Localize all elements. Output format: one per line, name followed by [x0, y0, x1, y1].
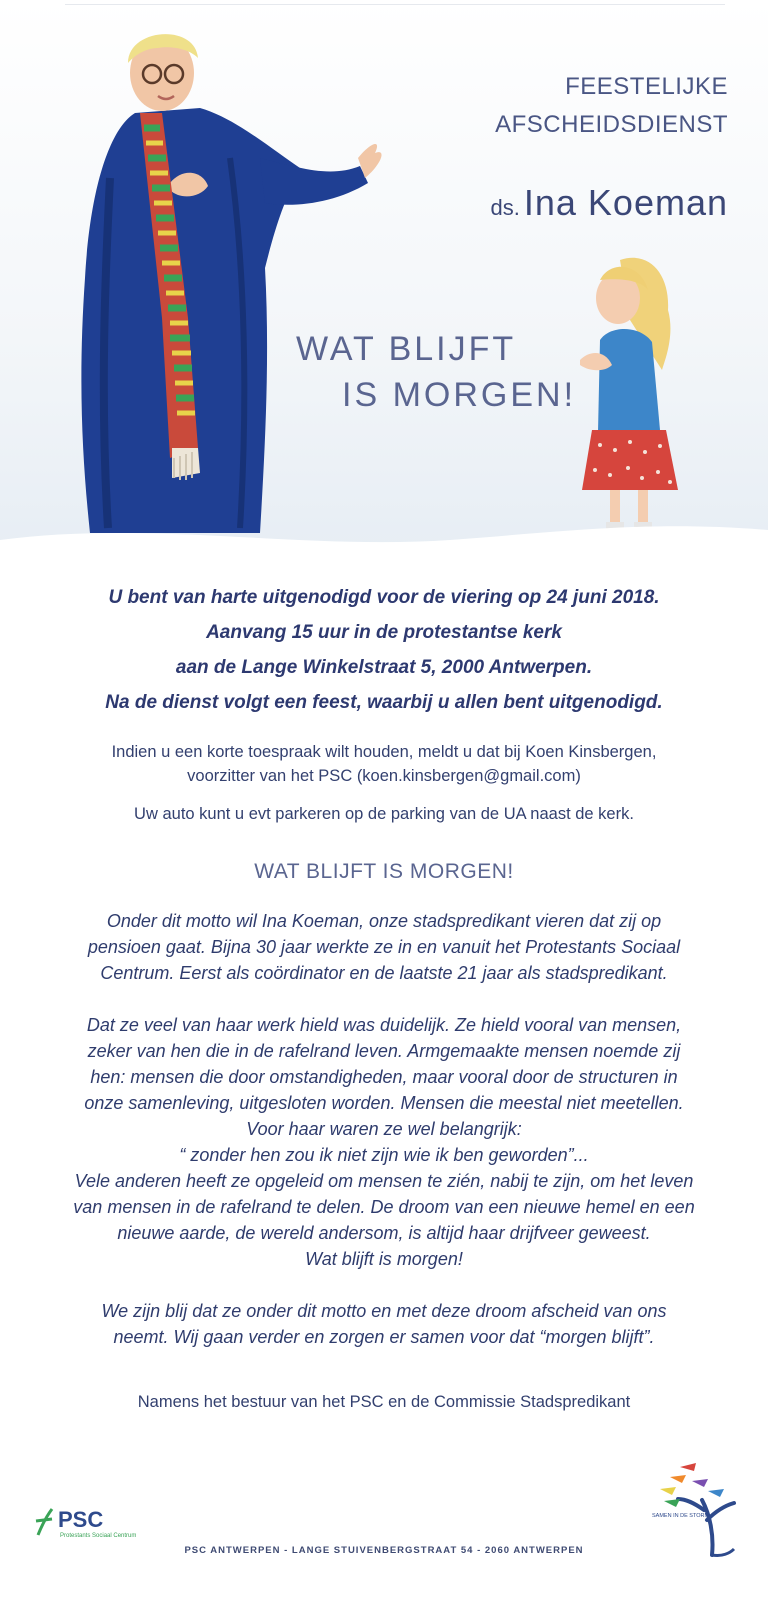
psc-logo [32, 1505, 142, 1546]
wave-divider [0, 500, 768, 565]
footer-address: PSC ANTWERPEN - LANGE STUIVENBERGSTRAAT 54 - 2060 ANTWERPEN [184, 1545, 584, 1556]
paragraph-line: Dat ze veel van haar werk hield was duidelijk. Ze hield vooral van mensen, [86, 1015, 682, 1035]
paragraph-line: “ zonder hen zou ik niet zijn wie ik ben geworden”... [179, 1145, 589, 1165]
paragraph-line: van mensen in de rafelrand te delen. De droom van een nieuwe hemel en een [73, 1197, 695, 1217]
invitation-line: aan de Lange Winkelstraat 5, 2000 Antwerpen. [175, 657, 593, 678]
name-text: Ina Koeman [523, 182, 728, 223]
speech-note-line: Indien u een korte toespraak wilt houden, meldt u dat bij Koen Kinsbergen, [111, 743, 657, 761]
paragraph-1 [0, 908, 768, 986]
motto-line1: WAT BLIJFT [296, 330, 517, 368]
motto-heading: WAT BLIJFT IS MORGEN! [254, 860, 514, 883]
invitation-content [0, 580, 768, 1414]
top-border-line [65, 4, 725, 5]
paragraph-line: We zijn blij dat ze onder dit motto en met deze droom afscheid van ons [101, 1301, 667, 1321]
parking-note: Uw auto kunt u evt parkeren op de parking van de UA naast de kerk. [134, 805, 634, 823]
speech-note-line: voorzitter van het PSC (koen.kinsbergen@gmail.com) [187, 767, 581, 785]
paragraph-line: Vele anderen heeft ze opgeleid om mensen te zién, nabij te zijn, om het leven [74, 1171, 694, 1191]
invitation-line: Na de dienst volgt een feest, waarbij u allen bent uitgenodigd. [105, 692, 663, 713]
motto-line2: IS MORGEN! [342, 376, 577, 414]
paragraph-line: neemt. Wij gaan verder en zorgen er samen voor dat “morgen blijft”. [113, 1327, 655, 1347]
event-title [495, 68, 728, 144]
hero-banner [0, 0, 768, 565]
minister-name [491, 182, 729, 224]
psc-logo-text: PSC [58, 1507, 104, 1532]
girl-illustration [570, 250, 690, 535]
speech-note [0, 740, 768, 788]
paragraph-line: zeker van hen die in de rafelrand leven. Armgemaakte mensen noemde zij [87, 1041, 681, 1061]
event-title-line2: AFSCHEIDSDIENST [495, 111, 728, 138]
paragraph-line: hen: mensen die door omstandigheden, maar vooral door de structuren in [90, 1067, 678, 1087]
invitation-line: U bent van harte uitgenodigd voor de viering op 24 juni 2018. [108, 587, 660, 608]
paragraph-line: pensioen gaat. Bijna 30 jaar werkte ze in en vanuit het Protestants Sociaal [87, 937, 681, 957]
paragraph-2 [0, 1012, 768, 1272]
paragraph-3 [0, 1298, 768, 1350]
minister-illustration [70, 18, 390, 538]
event-title-line1: FEESTELIJKE [565, 73, 728, 100]
paragraph-line: Centrum. Eerst als coördinator en de laatste 21 jaar als stadspredikant. [100, 963, 668, 983]
paragraph-line: nieuwe aarde, de wereld andersom, is altijd haar drijfveer geweest. [117, 1223, 651, 1243]
name-prefix: ds. [490, 195, 520, 220]
paragraph-line: Onder dit motto wil Ina Koeman, onze stadspredikant vieren dat zij op [106, 911, 662, 931]
storm-logo-text: SAMEN IN DE STORM [652, 1513, 710, 1519]
signature: Namens het bestuur van het PSC en de Commissie Stadspredikant [137, 1393, 631, 1411]
paragraph-line: Wat blijft is morgen! [305, 1249, 463, 1269]
invitation-block [0, 580, 768, 720]
psc-logo-subtext: Protestants Sociaal Centrum [60, 1533, 137, 1539]
paragraph-line: onze samenleving, uitgesloten worden. Mensen die meestal niet meetellen. [84, 1093, 684, 1113]
paragraph-line: Voor haar waren ze wel belangrijk: [246, 1119, 522, 1139]
psc-cross-icon [32, 1505, 142, 1541]
invitation-line: Aanvang 15 uur in de protestantse kerk [206, 622, 562, 643]
